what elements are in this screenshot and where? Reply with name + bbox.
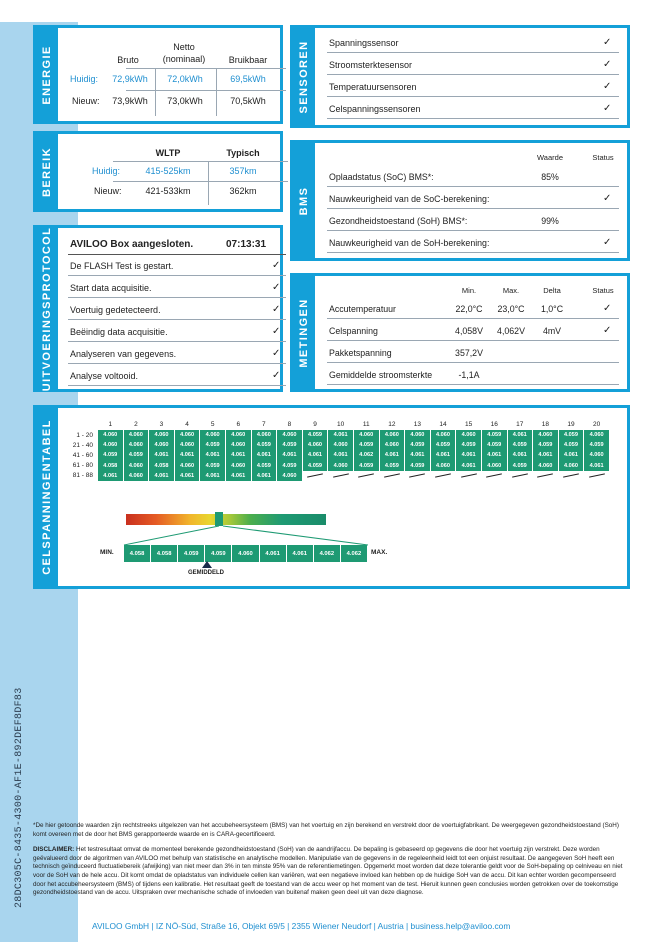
- cell-voltage: 4.061: [175, 450, 200, 460]
- scale-value: 4.061: [287, 545, 313, 562]
- cell-voltage: 4.059: [482, 440, 507, 450]
- cell-voltage: 4.059: [277, 461, 302, 471]
- column-header: 15: [464, 420, 473, 428]
- check-icon: ✓: [272, 326, 281, 337]
- cell-voltage: 4.060: [431, 461, 456, 471]
- scale-value: 4.062: [341, 545, 367, 562]
- disclaimer-text: Het testresultaat omvat de momenteel berekende gezondheidstoestand (SoH) van de aandrijfaccu. De bepaling is gebaseerd op gegevens die door het voertuig zijn verstrekt. Deze worden geëvalueerd door de algoritmen van AVILOO met behulp van statistische en analytische modellen. Manipulatie van de gegevens in de regeleenheid leidt tot een onjuist resultaat. De aangegeven SoH heeft een technisch geïnduceerd fluctuatiebereik (afwijking) van niet meer dan 3% in ten minste 95% van de referentiemetingen. Opgemerkt moet worden dat deze tolerantie geldt voor de SoH-bepaling op celniveau en niet voor de SoH van de hele accu. Dit komt omdat de opladstatus van individuele cellen kan variëren, wat een negatieve invloed kan hebben op de huidige SoH van de accu. Dit kan echter worden gecompenseerd door het accubeheersysteem (BMS) of tijdens een kalibratie. Het resultaat geeft de toestand van de accu weer op het moment van de test. Hieruit kunnen geen conclusies worden getrokken over de toekomstige gezondheidstoestand van de accu. Uitspraken over mechanische schade of invloeden van buitenaf maken geen deel uit van deze diagnose.: [33, 846, 623, 897]
- cell-voltage: 4.061: [226, 450, 251, 460]
- table-row: [61, 471, 609, 481]
- cell-voltage: 4.062: [354, 450, 379, 460]
- column-header: 16: [490, 420, 498, 428]
- cell-voltage: 4.061: [200, 450, 225, 460]
- metingen-header-max: Max.: [502, 286, 520, 295]
- row-label: 1 - 20: [76, 431, 93, 439]
- column-header: 18: [541, 420, 549, 428]
- celspanning-tab: CELSPANNINGENTABEL: [36, 408, 58, 586]
- sensoren-panel: [290, 25, 630, 128]
- cell-voltage: 4.061: [533, 450, 558, 460]
- protocol-step: Start data acquisitie.: [70, 283, 152, 293]
- row-label: 21 - 40: [72, 441, 93, 449]
- cell-voltage: 4.060: [533, 430, 558, 440]
- average-label: GEMIDDELD: [188, 570, 224, 576]
- check-icon: ✓: [603, 303, 612, 314]
- bereik-panel: [33, 131, 283, 212]
- cell-voltage: 4.059: [354, 440, 379, 450]
- row-label: 41 - 60: [72, 451, 93, 459]
- empty-cell: [405, 471, 430, 481]
- cell-voltage: 4.060: [380, 440, 405, 450]
- energie-header-netto: Netto (nominaal): [162, 42, 206, 65]
- average-marker-icon: [202, 561, 212, 568]
- cell-voltage: 4.060: [124, 430, 149, 440]
- column-header: 17: [516, 420, 524, 428]
- empty-cell: [456, 471, 481, 481]
- empty-cell: [533, 471, 558, 481]
- cell-voltage: 4.059: [482, 430, 507, 440]
- table-row: [61, 461, 609, 471]
- cell-voltage: 4.060: [98, 440, 123, 450]
- sensoren-tab: SENSOREN: [293, 28, 315, 125]
- metingen-row-label: Accutemperatuur: [329, 304, 396, 314]
- column-header: 10: [337, 420, 345, 428]
- table-row: [61, 430, 609, 440]
- cell-voltage-grid: [60, 418, 610, 481]
- cell-voltage: 4.060: [559, 461, 584, 471]
- metingen-panel: [290, 273, 630, 392]
- cell-voltage: 4.059: [303, 461, 328, 471]
- cell-voltage: 4.061: [508, 450, 533, 460]
- cell-voltage: 4.061: [328, 450, 353, 460]
- metingen-row-max: 23,0°C: [497, 304, 525, 314]
- metingen-header-status: Status: [592, 286, 614, 295]
- protocol-step: Beëindig data acquisitie.: [70, 327, 168, 337]
- table-row: [61, 450, 609, 460]
- column-header: 2: [134, 420, 138, 428]
- metingen-row-min: 4,058V: [455, 326, 483, 336]
- cell-voltage: 4.061: [559, 450, 584, 460]
- bereik-tab: BEREIK: [36, 134, 58, 209]
- column-header: 12: [388, 420, 396, 428]
- cell-voltage: 4.060: [200, 430, 225, 440]
- cell-voltage: 4.060: [354, 430, 379, 440]
- cell-voltage: 4.060: [124, 471, 149, 481]
- protocol-step: Analyse voltooid.: [70, 371, 139, 381]
- energie-huidig-netto: 72,0kWh: [167, 74, 203, 84]
- cell-voltage: 4.058: [98, 461, 123, 471]
- cell-voltage: 4.059: [508, 440, 533, 450]
- cell-voltage: 4.059: [559, 440, 584, 450]
- protocol-title: AVILOO Box aangesloten.: [70, 239, 194, 250]
- cell-voltage: 4.060: [149, 440, 174, 450]
- check-icon: ✓: [603, 81, 612, 92]
- cell-voltage: 4.059: [200, 440, 225, 450]
- metingen-row-delta: 4mV: [542, 326, 562, 336]
- cell-voltage: 4.060: [303, 440, 328, 450]
- cell-voltage: 4.061: [584, 461, 609, 471]
- metingen-header-min: Min.: [461, 286, 477, 295]
- protocol-step: Voertuig gedetecteerd.: [70, 305, 161, 315]
- cell-voltage: 4.059: [508, 461, 533, 471]
- scale-value: 4.059: [205, 545, 231, 562]
- cell-voltage: 4.059: [405, 440, 430, 450]
- cell-voltage: 4.061: [431, 450, 456, 460]
- cell-voltage: 4.061: [380, 450, 405, 460]
- protocol-step: De FLASH Test is gestart.: [70, 261, 174, 271]
- metingen-header-delta: Delta: [543, 286, 561, 295]
- cell-voltage: 4.060: [252, 430, 277, 440]
- voltage-gradient-bar: [126, 514, 326, 525]
- cell-voltage: 4.060: [380, 430, 405, 440]
- metingen-row-label: Celspanning: [329, 326, 378, 336]
- column-header: 6: [236, 420, 241, 428]
- bereik-header-typisch: Typisch: [226, 148, 260, 158]
- cell-voltage: 4.060: [226, 430, 251, 440]
- bms-tab: BMS: [293, 143, 315, 258]
- cell-voltage: 4.060: [175, 430, 200, 440]
- cell-voltage: 4.059: [277, 440, 302, 450]
- scale-value: 4.058: [151, 545, 177, 562]
- cell-voltage: 4.059: [124, 450, 149, 460]
- column-header: 11: [362, 420, 370, 428]
- cell-voltage: 4.059: [431, 440, 456, 450]
- cell-voltage: 4.059: [354, 461, 379, 471]
- bereik-row-nieuw-label: Nieuw:: [94, 186, 122, 196]
- bms-row-value: 85%: [541, 172, 559, 182]
- column-header: 7: [262, 420, 266, 428]
- scale-max-label: MAX.: [371, 549, 388, 556]
- cell-voltage: 4.061: [456, 461, 481, 471]
- bms-row-label: Nauwkeurigheid van de SoC-berekening:: [329, 194, 490, 204]
- celspanning-panel: [33, 405, 630, 589]
- cell-voltage: 4.061: [277, 450, 302, 460]
- cell-voltage: 4.060: [277, 430, 302, 440]
- cell-voltage: 4.060: [277, 471, 302, 481]
- bms-row-label: Oplaadstatus (SoC) BMS*:: [329, 172, 434, 182]
- cell-voltage: 4.059: [98, 450, 123, 460]
- energie-header-bruikbaar: Bruikbaar: [228, 55, 268, 65]
- check-icon: ✓: [272, 304, 281, 315]
- cell-voltage: 4.059: [303, 430, 328, 440]
- row-label: 61 - 80: [72, 462, 93, 470]
- protocol-time: 07:13:31: [226, 239, 267, 250]
- energie-nieuw-bruto: 73,9kWh: [112, 96, 148, 106]
- cell-voltage: 4.060: [482, 461, 507, 471]
- protocol-tab: UITVOERINGSPROTOCOL: [36, 228, 58, 389]
- scale-value: 4.062: [314, 545, 340, 562]
- check-icon: ✓: [272, 260, 281, 271]
- column-header: 14: [439, 420, 447, 428]
- bms-panel: [290, 140, 630, 261]
- cell-voltage: 4.061: [405, 450, 430, 460]
- cell-voltage: 4.059: [533, 440, 558, 450]
- energie-nieuw-netto: 73,0kWh: [167, 96, 203, 106]
- bms-row-label: Gezondheidstoestand (SoH) BMS*:: [329, 216, 468, 226]
- scale-min-label: MIN.: [100, 549, 114, 556]
- check-icon: ✓: [603, 193, 612, 204]
- cell-voltage: 4.061: [200, 471, 225, 481]
- check-icon: ✓: [603, 37, 612, 48]
- metingen-row-min: -1,1A: [458, 370, 480, 380]
- cell-voltage: 4.060: [405, 430, 430, 440]
- check-icon: ✓: [603, 325, 612, 336]
- scale-value: 4.058: [124, 545, 150, 562]
- bereik-huidig-typisch: 357km: [229, 166, 257, 176]
- sensor-item: Celspanningssensoren: [329, 104, 421, 114]
- voltage-scale-row: [124, 545, 367, 562]
- column-header: 9: [313, 420, 317, 428]
- footer-address: AVILOO GmbH | IZ NÖ-Süd, Straße 16, Objekt 69/5 | 2355 Wiener Neudorf | Austria | business.help@aviloo.com: [92, 921, 511, 931]
- column-header: 5: [210, 420, 215, 428]
- check-icon: ✓: [272, 348, 281, 359]
- scale-value: 4.061: [260, 545, 286, 562]
- column-header: 20: [592, 420, 601, 428]
- sidebar-top-gap: [0, 0, 78, 22]
- sensor-item: Temperatuursensoren: [329, 82, 417, 92]
- bms-row-label: Nauwkeurigheid van de SoH-berekening:: [329, 238, 490, 248]
- check-icon: ✓: [272, 370, 281, 381]
- check-icon: ✓: [603, 59, 612, 70]
- empty-cell: [431, 471, 456, 481]
- empty-cell: [584, 471, 609, 481]
- energie-row-huidig-label: Huidig:: [70, 74, 99, 84]
- cell-voltage: 4.060: [431, 430, 456, 440]
- gradient-marker: [215, 512, 223, 526]
- bms-header-status: Status: [592, 153, 614, 162]
- cell-voltage: 4.061: [149, 450, 174, 460]
- metingen-row-max: 4,062V: [497, 326, 525, 336]
- metingen-row-min: 357,2V: [455, 348, 483, 358]
- cell-voltage: 4.060: [175, 440, 200, 450]
- cell-voltage: 4.060: [149, 430, 174, 440]
- column-header: 19: [567, 420, 575, 428]
- cell-voltage: 4.061: [482, 450, 507, 460]
- sensor-item: Stroomsterktesensor: [329, 60, 413, 70]
- metingen-row-min: 22,0°C: [455, 304, 483, 314]
- table-row: [61, 440, 609, 450]
- cell-voltage: 4.061: [98, 471, 123, 481]
- metingen-tab: METINGEN: [293, 276, 315, 389]
- sensor-item: Spanningssensor: [329, 38, 399, 48]
- metingen-row-label: Gemiddelde stroomsterkte: [329, 370, 433, 380]
- document-id: 28DC305C-8435-4300-AF1E-892DEF8DF83: [14, 687, 25, 908]
- cell-voltage: 4.060: [98, 430, 123, 440]
- cell-voltage: 4.059: [200, 461, 225, 471]
- cell-voltage: 4.059: [584, 440, 609, 450]
- gradient-zoom-lines: [118, 525, 373, 547]
- cell-voltage: 4.060: [328, 440, 353, 450]
- cell-voltage: 4.061: [252, 450, 277, 460]
- cell-voltage: 4.061: [175, 471, 200, 481]
- cell-voltage: 4.061: [226, 471, 251, 481]
- energie-tab: ENERGIE: [36, 28, 58, 121]
- cell-voltage: 4.060: [175, 461, 200, 471]
- check-icon: ✓: [603, 237, 612, 248]
- energie-huidig-bruto: 72,9kWh: [112, 74, 148, 84]
- energie-row-nieuw-label: Nieuw:: [72, 96, 100, 106]
- protocol-step: Analyseren van gegevens.: [70, 349, 177, 359]
- empty-cell: [482, 471, 507, 481]
- empty-cell: [559, 471, 584, 481]
- cell-voltage: 4.061: [303, 450, 328, 460]
- bms-header-waarde: Waarde: [537, 153, 563, 162]
- empty-cell: [303, 471, 328, 481]
- cell-voltage: 4.059: [405, 461, 430, 471]
- empty-cell: [380, 471, 405, 481]
- check-icon: ✓: [272, 282, 281, 293]
- column-header: 8: [287, 420, 292, 428]
- cell-voltage: 4.061: [456, 450, 481, 460]
- cell-voltage: 4.060: [584, 430, 609, 440]
- cell-voltage: 4.059: [252, 461, 277, 471]
- column-header: 1: [108, 420, 113, 428]
- cell-voltage: 4.061: [508, 430, 533, 440]
- metingen-row-delta: 1,0°C: [540, 304, 564, 314]
- bereik-row-huidig-label: Huidig:: [92, 166, 121, 176]
- cell-voltage: 4.059: [559, 430, 584, 440]
- energie-panel: [33, 25, 283, 124]
- cell-voltage: 4.060: [533, 461, 558, 471]
- energie-nieuw-bruikbaar: 70,5kWh: [230, 96, 266, 106]
- cell-voltage: 4.058: [149, 461, 174, 471]
- check-icon: ✓: [603, 103, 612, 114]
- cell-voltage: 4.060: [124, 440, 149, 450]
- cell-voltage: 4.059: [252, 440, 277, 450]
- cell-voltage: 4.061: [252, 471, 277, 481]
- cell-voltage: 4.060: [456, 430, 481, 440]
- cell-voltage: 4.059: [456, 440, 481, 450]
- bereik-nieuw-wltp: 421-533km: [145, 186, 191, 196]
- cell-voltage: 4.060: [226, 461, 251, 471]
- cell-voltage: 4.060: [124, 461, 149, 471]
- scale-value: 4.060: [232, 545, 258, 562]
- footnote-star: *De hier getoonde waarden zijn rechtstreeks uitgelezen van het accubeheersysteem (BMS) van het voertuig en zijn berekend en verstrekt door de voertuigfabrikant. De weergegeven gezondheidstoestand (SoH) komt overeen met de door het BMS gerapporteerde waarde en is CARA-gecertificeerd.: [33, 822, 619, 838]
- bereik-header-wltp: WLTP: [155, 148, 181, 158]
- energie-huidig-bruikbaar: 69,5kWh: [230, 74, 266, 84]
- column-header: 3: [159, 420, 164, 428]
- cell-voltage: 4.061: [328, 430, 353, 440]
- cell-voltage: 4.061: [149, 471, 174, 481]
- cell-voltage: 4.060: [584, 450, 609, 460]
- row-label: 81 - 88: [72, 472, 93, 480]
- cell-voltage: 4.060: [328, 461, 353, 471]
- disclaimer: [33, 846, 630, 898]
- empty-cell: [354, 471, 379, 481]
- empty-cell: [328, 471, 353, 481]
- cell-voltage: 4.059: [380, 461, 405, 471]
- column-header: 4: [185, 420, 189, 428]
- disclaimer-label: DISCLAIMER:: [33, 846, 75, 853]
- energie-header-bruto: Bruto: [117, 55, 139, 65]
- column-header: 13: [413, 420, 422, 428]
- scale-value: 4.059: [178, 545, 204, 562]
- empty-cell: [508, 471, 533, 481]
- bereik-huidig-wltp: 415-525km: [145, 166, 191, 176]
- cell-voltage: 4.060: [226, 440, 251, 450]
- bereik-nieuw-typisch: 362km: [229, 186, 257, 196]
- protocol-panel: [33, 225, 283, 392]
- metingen-row-label: Pakketspanning: [329, 348, 392, 358]
- bms-row-value: 99%: [541, 216, 559, 226]
